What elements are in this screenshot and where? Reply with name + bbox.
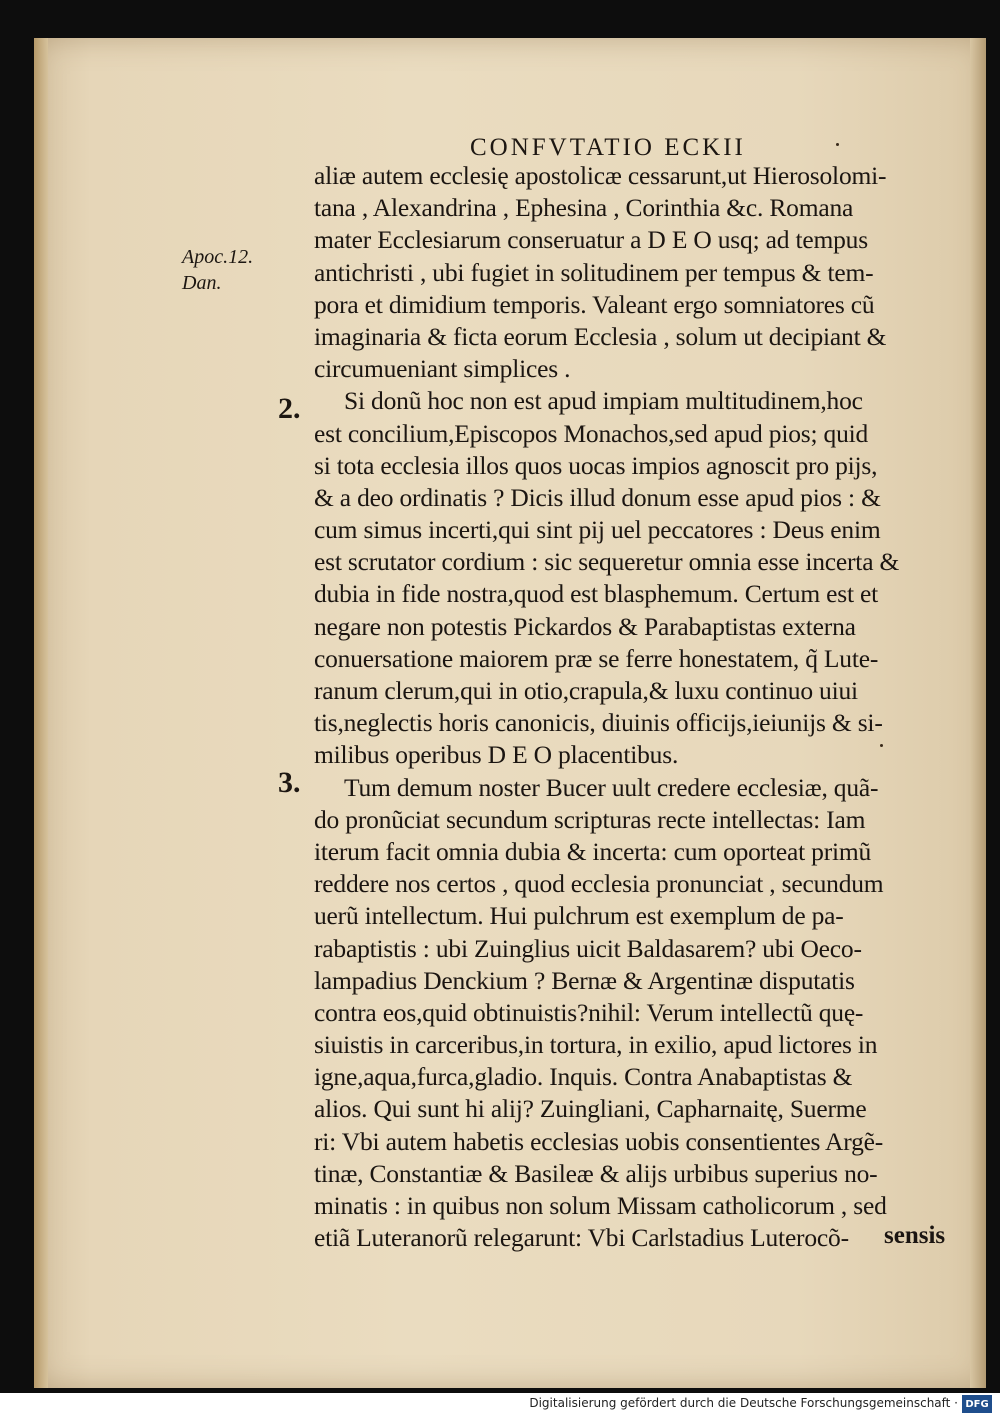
text-line: tinæ, Constantiæ & Basileæ & alijs urbibus superius no- bbox=[314, 1158, 878, 1188]
text-line: igne,aqua,furca,gladio. Inquis. Contra Anabaptistas & bbox=[314, 1062, 853, 1092]
text-line: negare non potestis Pickardos & Parabaptistas externa bbox=[314, 611, 856, 641]
running-head: CONFVTATIO ECKII bbox=[470, 134, 746, 161]
text-line: circumueniant simplices . bbox=[314, 354, 571, 384]
text-line: mater Ecclesiarum conseruatur a D E O usq; ad tempus bbox=[314, 225, 868, 255]
body-text bbox=[314, 160, 944, 1254]
text-line: tana , Alexandrina , Ephesina , Corinthia &c. Romana bbox=[314, 193, 854, 223]
text-line: uerũ intellectum. Hui pulchrum est exemplum de pa- bbox=[314, 901, 844, 931]
text-line: si tota ecclesia illos quos uocas impios agnoscit pro pijs, bbox=[314, 450, 878, 480]
text-line: tis,neglectis horis canonicis, diuinis officijs,ieiunijs & si- bbox=[314, 708, 883, 738]
text-line: Tum demum noster Bucer uult credere ecclesiæ, quã- bbox=[344, 772, 879, 802]
text-line: & a deo ordinatis ? Dicis illud donum esse apud pios : & bbox=[314, 482, 881, 512]
margin-note-dan: Dan. bbox=[182, 272, 222, 294]
text-line: ri: Vbi autem habetis ecclesias uobis consentientes Argẽ- bbox=[314, 1126, 884, 1156]
text-line: etiã Luteranorũ relegarunt: Vbi Carlstadius Luterocõ- bbox=[314, 1223, 849, 1253]
dfg-logo: DFG bbox=[962, 1395, 992, 1413]
text-line: imaginaria & ficta eorum Ecclesia , solum ut decipiant & bbox=[314, 321, 887, 351]
text-line: contra eos,quid obtinuistis?nihil: Verum intellectũ quę- bbox=[314, 997, 864, 1027]
ink-speck bbox=[836, 143, 839, 146]
text-line: dubia in fide nostra,quod est blasphemum. Certum est et bbox=[314, 579, 879, 609]
text-line: do pronũciat secundum scripturas recte intellectas: Iam bbox=[314, 804, 866, 834]
text-line: reddere nos certos , quod ecclesia pronunciat , secundum bbox=[314, 869, 884, 899]
text-line: Si donũ hoc non est apud impiam multitudinem,hoc bbox=[344, 386, 863, 416]
text-line: cum simus incerti,qui sint pij uel peccatores : Deus enim bbox=[314, 515, 881, 545]
paragraph-number-2: 2. bbox=[278, 392, 301, 425]
text-line: antichristi , ubi fugiet in solitudinem per tempus & tem- bbox=[314, 257, 874, 287]
paragraph-number-3: 3. bbox=[278, 766, 301, 799]
text-line: conuersatione maiorem præ se ferre honestatem, q̃ Lute- bbox=[314, 643, 879, 673]
text-line: rabaptistis : ubi Zuinglius uicit Baldasarem? ubi Oeco- bbox=[314, 933, 862, 963]
catchword: sensis bbox=[884, 1222, 946, 1249]
text-line: ranum clerum,qui in otio,crapula,& luxu continuo uiui bbox=[314, 676, 858, 705]
page-gutter-edge bbox=[34, 38, 48, 1388]
text-line: milibus operibus D E O placentibus. bbox=[314, 740, 679, 770]
margin-note-apoc: Apoc.12. bbox=[182, 246, 254, 268]
text-line: iterum facit omnia dubia & incerta: cum oporteat primũ bbox=[314, 836, 872, 866]
page-fore-edge bbox=[970, 38, 986, 1388]
text-line: est concilium,Episcopos Monachos,sed apud pios; quid bbox=[314, 418, 869, 448]
text-line: est scrutator cordium : sic sequeretur omnia esse incerta & bbox=[314, 547, 900, 577]
text-line: pora et dimidium temporis. Valeant ergo somniatores cũ bbox=[314, 289, 875, 319]
funding-credit: Digitalisierung gefördert durch die Deutsche Forschungsgemeinschaft · bbox=[529, 1396, 958, 1410]
text-line: minatis : in quibus non solum Missam catholicorum , sed bbox=[314, 1191, 887, 1220]
text-line: lampadius Denckium ? Bernæ & Argentinæ disputatis bbox=[314, 965, 855, 995]
text-line: siuistis in carceribus,in tortura, in exilio, apud lictores in bbox=[314, 1030, 878, 1060]
text-line: aliæ autem ecclesię apostolicæ cessarunt,ut Hierosolomi- bbox=[314, 161, 887, 190]
ink-speck bbox=[880, 744, 883, 747]
text-line: alios. Qui sunt hi alij? Zuingliani, Capharnaitę, Suerme bbox=[314, 1094, 867, 1124]
